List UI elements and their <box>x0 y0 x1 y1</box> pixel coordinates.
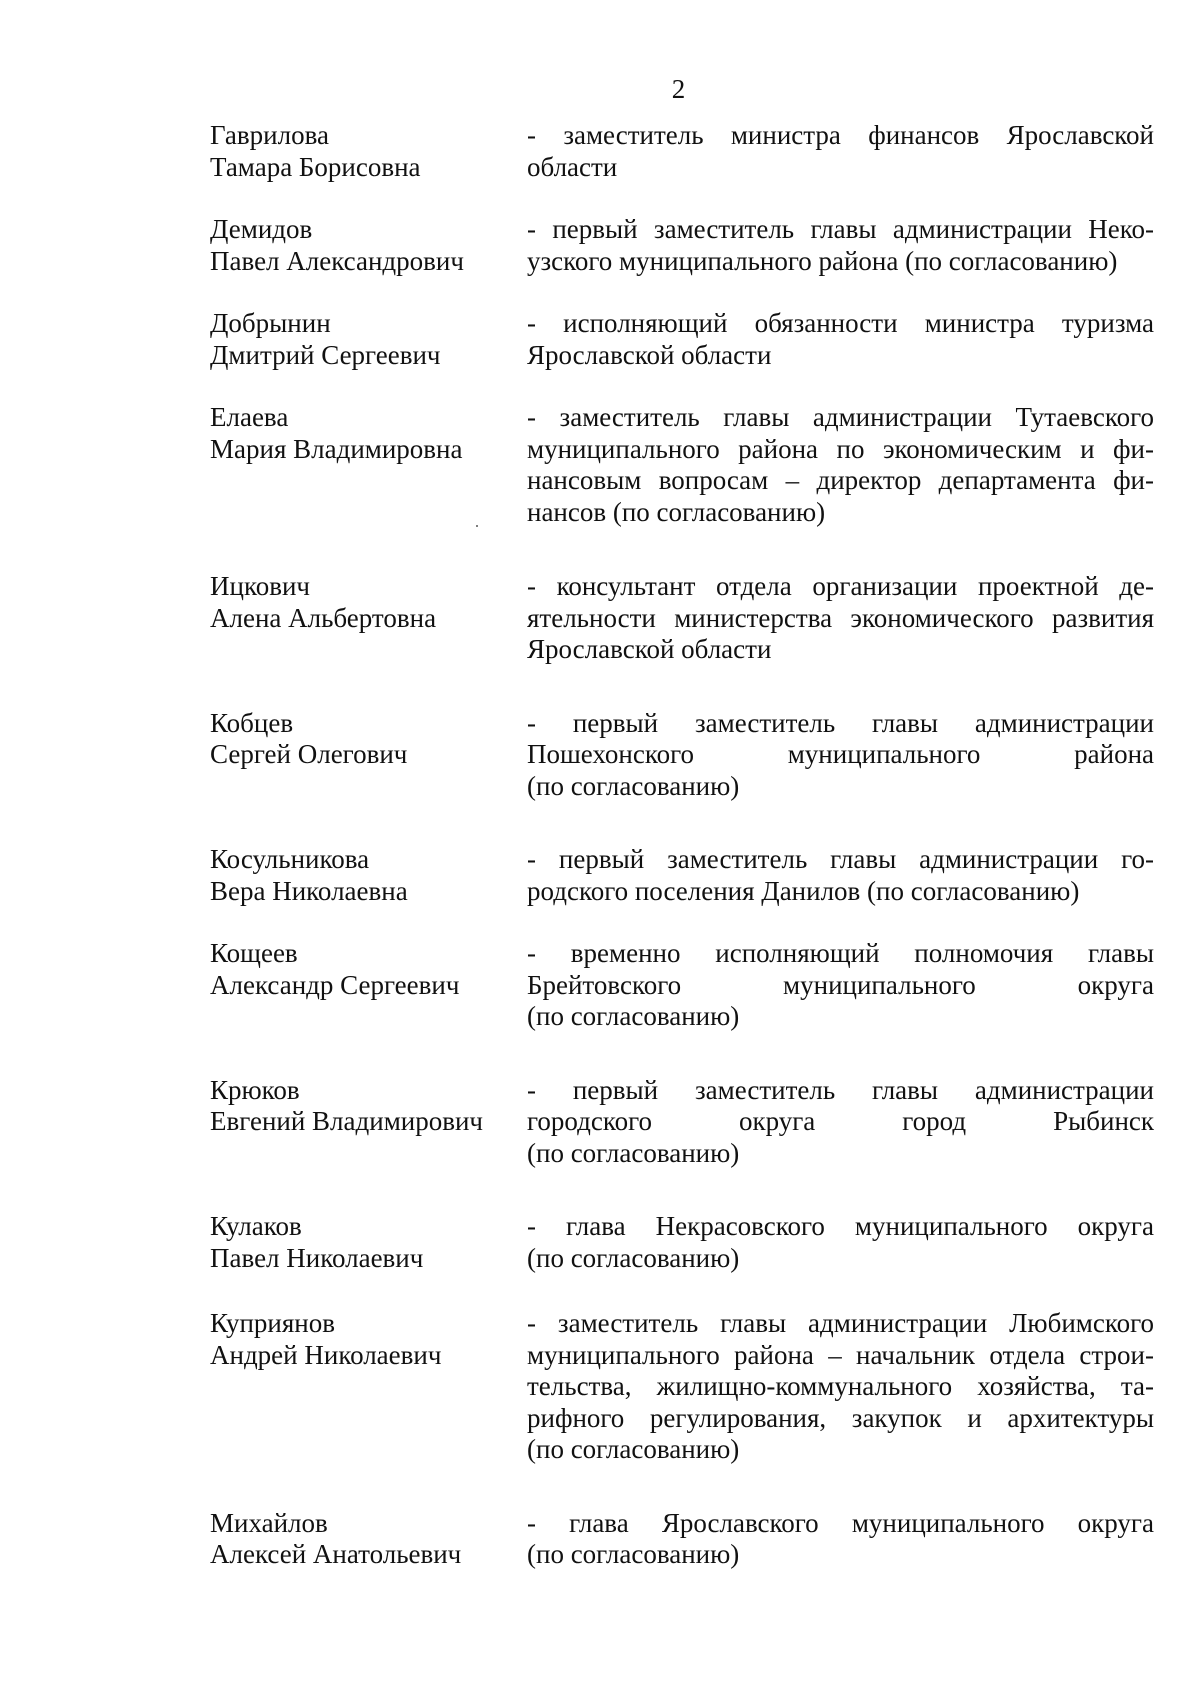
member-entry <box>210 1308 1154 1466</box>
member-name <box>210 214 527 277</box>
member-surname: Добрынин <box>210 308 331 338</box>
position-line: рифного регулирования, закупок и архитектуры <box>527 1402 1154 1433</box>
position-line: - первый заместитель главы администрации Неко- <box>527 214 1154 244</box>
member-surname: Косульникова <box>210 844 370 874</box>
member-position <box>527 402 1154 528</box>
member-position <box>527 1211 1154 1274</box>
position-line: - первый заместитель главы администрации <box>527 1074 1154 1105</box>
member-position <box>527 708 1154 803</box>
position-line: - заместитель главы администрации Тутаевского <box>527 402 1154 432</box>
member-given-names: Дмитрий Сергеевич <box>210 339 441 370</box>
position-line: - глава Ярославского муниципального округа <box>527 1507 1154 1538</box>
member-name <box>210 1508 527 1571</box>
member-position <box>527 214 1154 277</box>
member-surname: Демидов <box>210 214 313 244</box>
position-line: - глава Некрасовского муниципального округа <box>527 1211 1154 1241</box>
member-name <box>210 938 527 1001</box>
member-name <box>210 1211 527 1274</box>
member-surname: Ицкович <box>210 571 310 601</box>
member-given-names: Павел Александрович <box>210 245 464 276</box>
member-entry <box>210 571 1154 666</box>
position-line: Ярославской области <box>527 634 772 664</box>
position-line: - первый заместитель главы администрации <box>527 707 1154 738</box>
member-given-names: Андрей Николаевич <box>210 1339 442 1370</box>
position-line: Ярославской области <box>527 339 772 370</box>
member-entry <box>210 120 1154 183</box>
member-list <box>210 120 1154 1602</box>
position-line: ятельности министерства экономического развития <box>527 602 1154 633</box>
position-line: - заместитель министра финансов Ярославской <box>527 120 1154 150</box>
member-position <box>527 308 1154 371</box>
member-surname: Кулаков <box>210 1211 302 1241</box>
member-given-names: Вера Николаевна <box>210 875 408 906</box>
member-name <box>210 571 527 634</box>
member-position <box>527 1508 1154 1571</box>
position-line: - исполняющий обязанности министра туризма <box>527 308 1154 338</box>
position-line: - первый заместитель главы администрации го- <box>527 844 1154 874</box>
member-surname: Крюков <box>210 1074 300 1105</box>
member-position <box>527 120 1154 183</box>
position-line: Брейтовского муниципального округа <box>527 969 1154 1000</box>
position-line: - временно исполняющий полномочия главы <box>527 938 1154 968</box>
member-name <box>210 708 527 771</box>
member-entry <box>210 1211 1154 1274</box>
member-surname: Гаврилова <box>210 120 329 150</box>
position-line: области <box>527 151 618 182</box>
member-entry <box>210 938 1154 1033</box>
member-name <box>210 402 527 465</box>
member-entry <box>210 1075 1154 1170</box>
position-line: муниципального района по экономическим и фи- <box>527 433 1154 464</box>
page-number: 2 <box>671 74 686 104</box>
member-surname: Елаева <box>210 402 289 432</box>
position-line: нансовым вопросам – директор департамента фи- <box>527 465 1154 495</box>
member-entry <box>210 844 1154 907</box>
position-line: (по согласованию) <box>527 1137 740 1168</box>
member-surname: Куприянов <box>210 1308 335 1338</box>
member-entry <box>210 402 1154 528</box>
member-given-names: Евгений Владимирович <box>210 1106 484 1136</box>
member-given-names: Алена Альбертовна <box>210 602 437 633</box>
member-given-names: Мария Владимировна <box>210 433 463 464</box>
member-position <box>527 1075 1154 1170</box>
position-line: нансов (по согласованию) <box>527 496 826 527</box>
member-given-names: Сергей Олегович <box>210 739 408 769</box>
member-given-names: Павел Николаевич <box>210 1242 424 1273</box>
position-line: (по согласованию) <box>527 1242 740 1273</box>
member-entry <box>210 214 1154 277</box>
member-given-names: Алексей Анатольевич <box>210 1539 462 1569</box>
position-line: - консультант отдела организации проектной де- <box>527 571 1154 601</box>
member-name <box>210 1308 527 1371</box>
member-name <box>210 1075 527 1138</box>
position-line: (по согласованию) <box>527 770 740 801</box>
member-surname: Михайлов <box>210 1507 328 1538</box>
position-line: тельства, жилищно-коммунального хозяйства, та- <box>527 1371 1154 1401</box>
member-name <box>210 308 527 371</box>
member-name <box>210 844 527 907</box>
position-line: родского поселения Данилов (по согласованию) <box>527 875 1080 906</box>
member-surname: Кобцев <box>210 707 294 738</box>
member-given-names: Александр Сергеевич <box>210 969 460 1000</box>
member-position <box>527 571 1154 666</box>
member-entry <box>210 708 1154 803</box>
position-line: муниципального района – начальник отдела строи- <box>527 1339 1154 1370</box>
position-line: городского округа город Рыбинск <box>527 1106 1154 1136</box>
member-entry <box>210 1508 1154 1571</box>
position-line: Пошехонского муниципального района <box>527 739 1154 769</box>
member-position <box>527 938 1154 1033</box>
member-position <box>527 844 1154 907</box>
position-line: (по согласованию) <box>527 1434 740 1464</box>
member-surname: Кощеев <box>210 938 298 968</box>
position-line: узского муниципального района (по согласованию) <box>527 245 1118 276</box>
member-name <box>210 120 527 183</box>
position-line: - заместитель главы администрации Любимского <box>527 1308 1154 1338</box>
member-entry <box>210 308 1154 371</box>
member-given-names: Тамара Борисовна <box>210 151 421 182</box>
position-line: (по согласованию) <box>527 1539 740 1569</box>
position-line: (по согласованию) <box>527 1001 740 1031</box>
member-position <box>527 1308 1154 1466</box>
